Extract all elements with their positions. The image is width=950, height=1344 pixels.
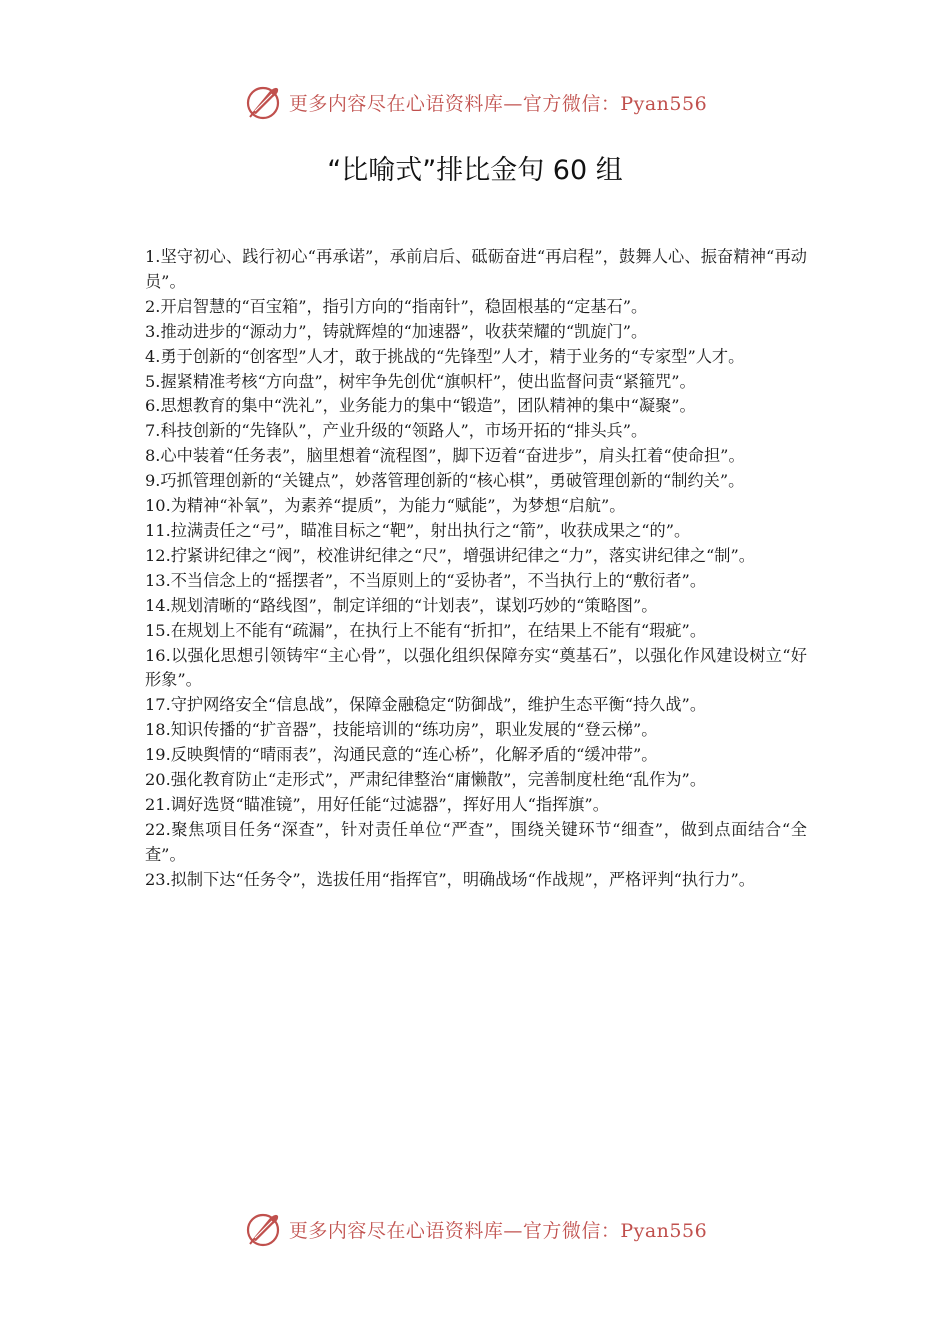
sentence-item: 14.规划清晰的“路线图”，制定详细的“计划表”，谋划巧妙的“策略图”。 [145, 595, 658, 615]
sentence-item: 5.握紧精准考核“方向盘”，树牢争先创优“旗帜杆”，使出监督问责“紧箍咒”。 [145, 371, 696, 391]
page-title: “比喻式”排比金句 60 组 [327, 155, 623, 186]
sentence-item: 15.在规划上不能有“疏漏”，在执行上不能有“折扣”，在结果上不能有“瑕疵”。 [145, 620, 707, 640]
sentence-item: 13.不当信念上的“摇摆者”，不当原则上的“妥协者”，不当执行上的“敷衍者”。 [145, 570, 707, 590]
header-banner [0, 80, 950, 124]
sentence-item: 7.科技创新的“先锋队”，产业升级的“领路人”，市场开拓的“排头兵”。 [145, 421, 648, 441]
sentence-item: 2.开启智慧的“百宝箱”，指引方向的“指南针”，稳固根基的“定基石”。 [145, 296, 648, 316]
quill-pen-logo-icon [243, 1209, 283, 1249]
sentence-item: 16.以强化思想引领铸牢“主心骨”，以强化组织保障夯实“奠基石”，以强化作风建设树立“好形象”。 [145, 645, 807, 690]
sentence-item: 11.拉满责任之“弓”，瞄准目标之“靶”，射出执行之“箭”，收获成果之“的”。 [145, 520, 691, 540]
banner-text: 更多内容尽在心语资料库—官方微信：Pyan556 [288, 92, 708, 115]
sentence-item: 19.反映舆情的“晴雨表”，沟通民意的“连心桥”，化解矛盾的“缓冲带”。 [145, 745, 658, 765]
sentence-item: 9.巧抓管理创新的“关键点”，妙落管理创新的“核心棋”，勇破管理创新的“制约关”。 [145, 471, 745, 491]
sentence-item: 18.知识传播的“扩音器”，技能培训的“练功房”，职业发展的“登云梯”。 [145, 720, 658, 740]
quill-pen-logo-icon [243, 82, 283, 122]
footer-banner [0, 1207, 950, 1251]
sentence-item: 12.拧紧讲纪律之“阀”，校准讲纪律之“尺”，增强讲纪律之“力”，落实讲纪律之“制”。 [145, 545, 755, 565]
sentence-item: 20.强化教育防止“走形式”，严肃纪律整治“庸懒散”，完善制度杜绝“乱作为”。 [145, 770, 707, 790]
banner-text: 更多内容尽在心语资料库—官方微信：Pyan556 [288, 1219, 708, 1242]
sentence-item: 17.守护网络安全“信息战”，保障金融稳定“防御战”，维护生态平衡“持久战”。 [145, 695, 707, 715]
sentence-item: 22.聚焦项目任务“深查”，针对责任单位“严查”，围绕关键环节“细查”，做到点面结合“全查”。 [145, 819, 807, 864]
sentence-item: 23.拟制下达“任务令”，选拔任用“指挥官”，明确战场“作战规”，严格评判“执行力”。 [145, 869, 755, 889]
sentence-item: 6.思想教育的集中“洗礼”，业务能力的集中“锻造”，团队精神的集中“凝聚”。 [145, 396, 696, 416]
sentence-item: 10.为精神“补氧”，为素养“提质”，为能力“赋能”，为梦想“启航”。 [145, 496, 626, 516]
sentence-item: 21.调好选贤“瞄准镜”，用好任能“过滤器”，挥好用人“指挥旗”。 [145, 794, 609, 814]
sentence-list [145, 245, 807, 893]
sentence-item: 1.坚守初心、践行初心“再承诺”，承前启后、砥砺奋进“再启程”，鼓舞人心、振奋精神“再动员”。 [145, 247, 807, 291]
sentence-item: 4.勇于创新的“创客型”人才，敢于挑战的“先锋型”人才，精于业务的“专家型”人才。 [145, 346, 745, 366]
sentence-item: 8.心中装着“任务表”，脑里想着“流程图”，脚下迈着“奋进步”，肩头扛着“使命担”。 [145, 446, 745, 466]
sentence-item: 3.推动进步的“源动力”，铸就辉煌的“加速器”，收获荣耀的“凯旋门”。 [145, 321, 648, 341]
